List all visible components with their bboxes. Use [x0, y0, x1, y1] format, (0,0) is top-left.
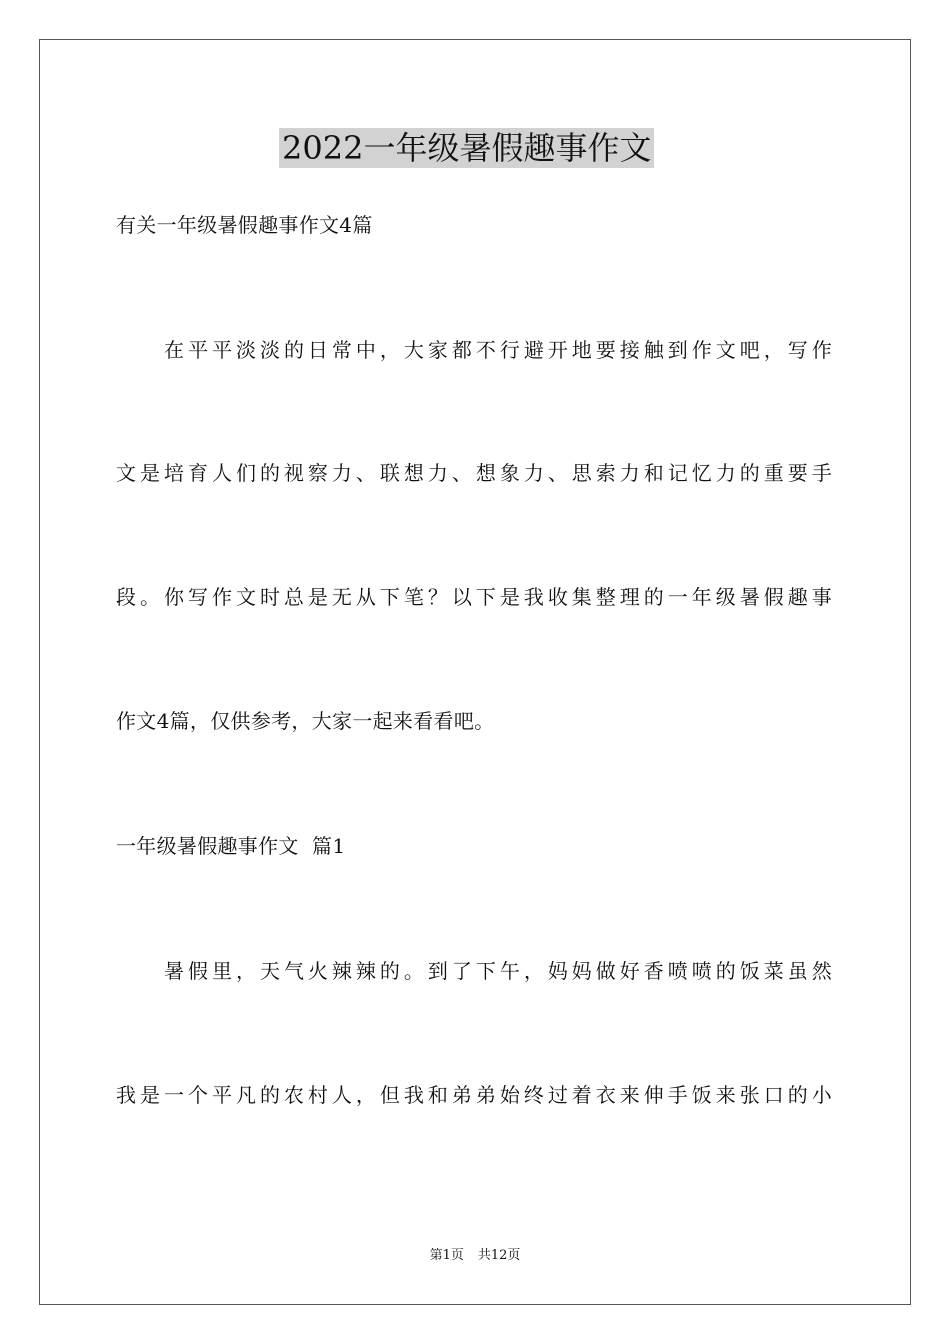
section-line-2: 我是一个平凡的农村人，但我和弟弟始终过着衣来伸手饭来张口的小 [116, 1083, 832, 1107]
intro-line-2: 文是培育人们的视察力、联想力、想象力、思索力和记忆力的重要手 [116, 461, 832, 485]
section-line-1: 暑假里，天气火辣辣的。到了下午，妈妈做好香喷喷的饭菜虽然 [164, 959, 832, 983]
section-heading: 一年级暑假趣事作文 篇1 [116, 834, 346, 858]
document-subtitle: 有关一年级暑假趣事作文4篇 [116, 213, 373, 237]
intro-line-1: 在平平淡淡的日常中，大家都不行避开地要接触到作文吧，写作 [164, 338, 832, 362]
page-footer [0, 1247, 950, 1265]
document-title: 2022一年级暑假趣事作文 [279, 128, 654, 168]
intro-line-3: 段。你写作文时总是无从下笔？以下是我收集整理的一年级暑假趣事 [116, 585, 832, 609]
page-number: 第1页 [429, 1248, 464, 1263]
page-total: 共12页 [477, 1248, 521, 1263]
intro-line-4: 作文4篇，仅供参考，大家一起来看看吧。 [116, 709, 495, 733]
